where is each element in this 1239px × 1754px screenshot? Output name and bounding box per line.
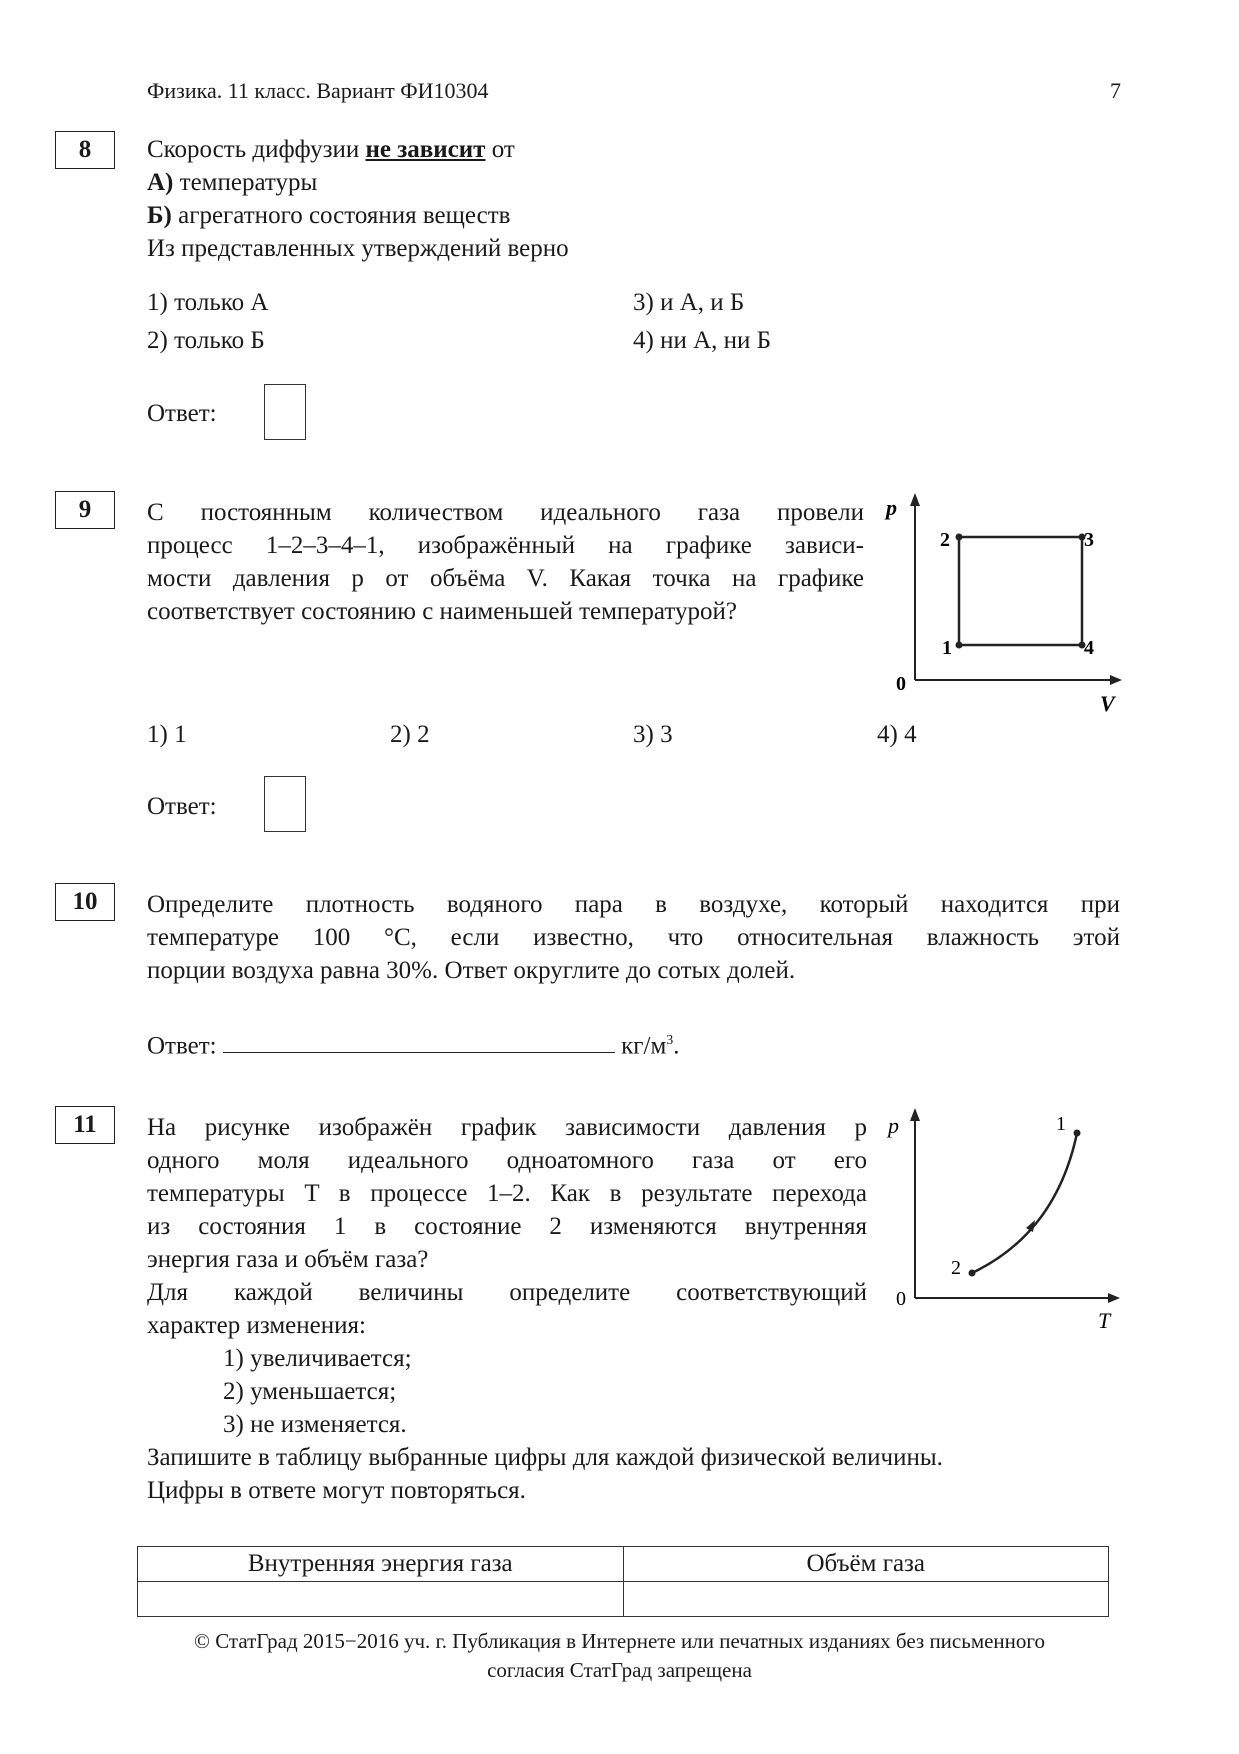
q8-statement-b-label: Б) [147, 202, 172, 229]
question-11-number: 11 [55, 1106, 115, 1144]
q8-statement-b [147, 199, 510, 232]
q9-answer-label: Ответ: [147, 793, 217, 820]
q11-x-arrow [1108, 1293, 1120, 1303]
q10-answer [147, 1024, 680, 1062]
q11-answer-table-header [138, 1547, 1109, 1582]
q11-point-2 [969, 1270, 976, 1277]
q9-point-1 [956, 642, 963, 649]
q11-x-label: T [1098, 1308, 1111, 1333]
q11-line-6: Для каждой величины определите соответствующий [147, 1279, 867, 1306]
q8-stem-post: от [485, 136, 515, 163]
q9-option-3: 3) 3 [633, 721, 673, 748]
question-9-number: 9 [55, 491, 115, 529]
q9-pv-graph [870, 485, 1130, 725]
q8-stem [147, 133, 515, 166]
q11-header-volume: Объём газа [623, 1547, 1109, 1582]
q9-y-arrow [910, 493, 920, 506]
q8-answer-label: Ответ: [147, 400, 217, 427]
q11-line-3: температуры T в процессе 1–2. Как в результате перехода [147, 1180, 867, 1207]
q11-line-2: одного моля идеального одноатомного газа от его [147, 1147, 867, 1174]
q11-y-arrow [910, 1108, 920, 1121]
q9-option-2: 2) 2 [390, 721, 430, 748]
q10-line-1: Определите плотность водяного пара в воздухе, который находится при [147, 891, 1120, 918]
q9-y-label: p [886, 495, 897, 520]
q8-option-1: 1) только А [147, 289, 269, 316]
q8-statement-a-label: А) [147, 169, 174, 196]
page-header: Физика. 11 класс. Вариант ФИ10304 [147, 78, 489, 103]
q9-line-4: соответствует состоянию с наименьшей температурой? [147, 598, 737, 625]
q8-stem-emphasis: не зависит [365, 136, 486, 163]
q8-option-4: 4) ни А, ни Б [633, 327, 772, 354]
q8-option-2: 2) только Б [147, 327, 265, 354]
q11-answer-energy-cell[interactable] [138, 1582, 624, 1617]
q11-pt-graph [870, 1100, 1130, 1340]
q9-x-arrow [1110, 675, 1122, 685]
q11-process-curve [972, 1133, 1077, 1273]
q11-direction-arrow [1026, 1220, 1035, 1232]
q9-point-2 [956, 534, 963, 541]
question-10-number: 10 [55, 883, 115, 921]
q10-line-2: температуре 100 °С, если известно, что относительная влажность этой [147, 924, 1120, 951]
q10-unit-end: . [673, 1032, 680, 1060]
page-number: 7 [1110, 78, 1121, 103]
q10-answer-label: Ответ: [147, 1032, 217, 1060]
q9-cycle [959, 537, 1082, 645]
q11-line-5: энергия газа и объём газа? [147, 1246, 429, 1273]
footer-line-2: согласия СтатГрад запрещена [487, 1658, 752, 1682]
q10-line-3: порции воздуха равна 30%. Ответ округлите до сотых долей. [147, 957, 796, 984]
q9-label-2: 2 [940, 529, 950, 551]
q11-instruction-1: Запишите в таблицу выбранные цифры для каждой физической величины. [147, 1444, 943, 1471]
q11-line-1: На рисунке изображён график зависимости давления p [147, 1114, 867, 1141]
q10-unit-exp: 3 [666, 1033, 674, 1048]
q9-label-3: 3 [1084, 529, 1094, 551]
q11-change-2: 2) уменьшается; [223, 1378, 397, 1405]
q11-answer-table [137, 1546, 1109, 1617]
q11-header-energy: Внутренняя энергия газа [138, 1547, 624, 1582]
page-footer [100, 1627, 1139, 1685]
q9-label-1: 1 [942, 637, 952, 659]
q11-answer-table-row [138, 1582, 1109, 1617]
q9-option-1: 1) 1 [147, 721, 187, 748]
q11-answer-volume-cell[interactable] [623, 1582, 1109, 1617]
q11-change-1: 1) увеличивается; [223, 1345, 412, 1372]
q11-instruction-2: Цифры в ответе могут повторяться. [147, 1477, 526, 1504]
q9-line-1: С постоянным количеством идеального газа провели [147, 499, 864, 526]
q8-stem-pre: Скорость диффузии [147, 136, 366, 163]
q9-option-4: 4) 4 [877, 721, 917, 748]
q8-statement-a-text: температуры [173, 169, 318, 196]
q11-change-3: 3) не изменяется. [223, 1411, 407, 1438]
q8-statement-a [147, 166, 317, 199]
footer-line-1: © СтатГрад 2015−2016 уч. г. Публикация в Интернете или печатных изданиях без письменного [193, 1629, 1045, 1653]
q10-answer-field[interactable] [223, 1030, 615, 1053]
q11-label-1: 1 [1056, 1113, 1066, 1135]
q8-answer-box[interactable] [264, 384, 306, 440]
q9-line-3: мости давления p от объёма V. Какая точка на графике [147, 565, 864, 592]
q11-line-4: из состояния 1 в состояние 2 изменяются внутренняя [147, 1213, 867, 1240]
q11-point-1 [1074, 1130, 1081, 1137]
q9-answer-box[interactable] [264, 776, 306, 832]
q9-line-2: процесс 1–2–3–4–1, изображённый на графике зависи- [147, 532, 864, 559]
q9-x-label: V [1100, 691, 1115, 716]
q8-prompt: Из представленных утверждений верно [147, 235, 569, 262]
q8-option-3: 3) и А, и Б [633, 289, 745, 316]
q11-label-2: 2 [951, 1257, 961, 1279]
q10-unit: кг/м [621, 1032, 667, 1060]
q8-statement-b-text: агрегатного состояния веществ [171, 202, 511, 229]
q9-origin: 0 [896, 673, 906, 695]
q9-label-4: 4 [1084, 637, 1094, 659]
question-8-number: 8 [55, 131, 115, 169]
q11-y-label: p [888, 1113, 899, 1138]
q11-origin: 0 [896, 1288, 906, 1310]
q11-line-7: характер изменения: [147, 1312, 366, 1339]
